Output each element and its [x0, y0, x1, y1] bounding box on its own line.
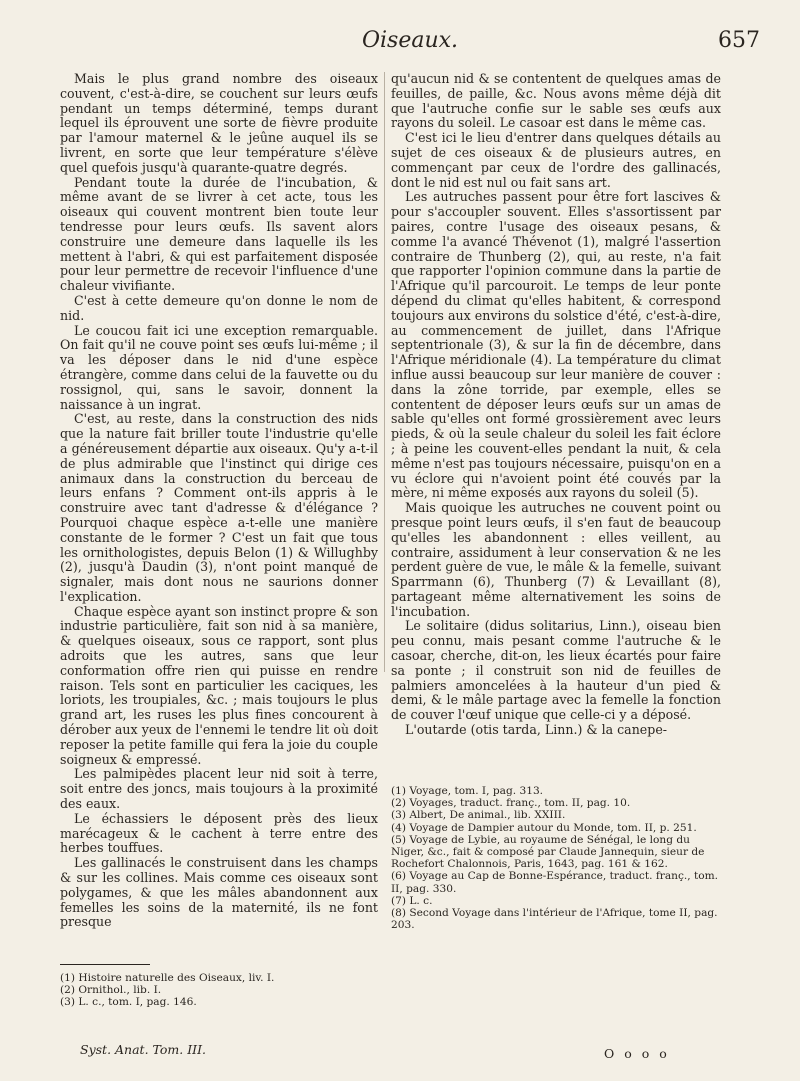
- left-column: [60, 72, 378, 930]
- paragraph: Le coucou fait ici une exception remarquable. On fait qu'il ne couve point ses œufs lui-même ; il va les déposer dans le nid d'une espèce étrangère, comme dans celui de la fauvette ou du rossignol, qui, sans le savoir, donnent la naissance à un ingrat.: [60, 322, 378, 412]
- footnote: (1) Voyage, tom. I, pag. 313.: [391, 785, 544, 797]
- paragraph: C'est à cette demeure qu'on donne le nom de nid.: [60, 292, 378, 323]
- catchword: O o o o: [604, 1046, 670, 1061]
- paragraph: Les gallinacés le construisent dans les champs & sur les collines. Mais comme ces oiseaux sont polygames, & que les mâles abandonnent aux femelles les soins de la maternité, ils ne font presque: [60, 855, 378, 930]
- footnotes-left: [60, 972, 378, 1009]
- paragraph: Mais quoique les autruches ne couvent point ou presque point leurs œufs, il s'en faut de beaucoup qu'elles les abandonnent : elles veillent, au contraire, assidument à leur conservation & ne les perdent guère de vue, le mâle & la femelle, suivant Sparrmann (6), Thunberg (7) & Levaillant (8), partageant même alternativement les soins de l'incubation.: [391, 500, 721, 619]
- paragraph: qu'aucun nid & se contentent de quelques amas de feuilles, de paille, &c. Nous avons même déjà dit que l'autruche confie sur le sable ses œufs aux rayons du soleil. Le casoar est dans le même cas.: [391, 71, 721, 131]
- footnotes-right: [391, 785, 721, 931]
- paragraph: Les autruches passent pour être fort lascives & pour s'accoupler souvent. Elles s'assortissent par paires, contre l'usage des oiseaux pesans, & comme l'a avancé Thévenot (1), malgré l'assertion contraire de Thunberg (2), qui, au reste, n'a fait que rapporter l'opinion commune dans la partie de l'Afrique qu'il parcouroit. Le temps de leur ponte dépend du climat qu'elles habitent, & correspond toujours aux environs du solstice d'été, c'est-à-dire, au commencement de juillet, dans l'Afrique septentrionale (3), & sur la fin de décembre, dans l'Afrique méridionale (4). La température du climat influe aussi beaucoup sur leur manière de couver : dans la zône torride, par exemple, elles se contentent de déposer leurs œufs sur un amas de sable qu'elles ont formé grossièrement avec leurs pieds, & où la seule chaleur du soleil les fait éclore ; à peine les couvent-elles pendant la nuit, & cela même n'est pas toujours nécessaire, puisqu'on en a vu éclore qui n'avoient point été couvés par la mère, ni même exposés aux rayons du soleil (5).: [391, 189, 721, 501]
- footnote: (3) L. c., tom. I, pag. 146.: [60, 996, 197, 1009]
- running-title: Oiseaux.: [361, 28, 459, 53]
- footnote-rule: [60, 964, 150, 965]
- paragraph: Pendant toute la durée de l'incubation, & même avant de se livrer à cet acte, tous les oiseaux qui couvent montrent bien toute leur tendresse pour leurs œufs. Ils savent alors construire une demeure dans laquelle ils les mettent à l'abri, & qui est parfaitement disposée pour leur permettre de recevoir l'influence d'une chaleur vivifiante.: [60, 174, 378, 294]
- footnote: (2) Voyages, traduct. franç., tom. II, pag. 10.: [391, 797, 631, 810]
- footnote: (2) Ornithol., lib. I.: [60, 984, 162, 997]
- footnote: (7) L. c.: [391, 894, 433, 907]
- footnote: (1) Histoire naturelle des Oiseaux, liv. I.: [60, 972, 275, 984]
- footnote: (8) Second Voyage dans l'intérieur de l'Afrique, tome II, pag. 203.: [391, 907, 718, 932]
- footnote: (3) Albert, De animal., lib. XXIII.: [391, 809, 566, 822]
- paragraph: C'est, au reste, dans la construction des nids que la nature fait briller toute l'industrie qu'elle a généreusement départie aux oiseaux. Qu'y a-t-il de plus admirable que l'instinct qui dirige ces animaux dans la construction du berceau de leurs enfans ? Comment ont-ils appris à le construire avec tant d'adresse & d'élégance ? Pourquoi chaque espèce a-t-elle une manière constante de le former ? C'est un fait que tous les ornithologistes, depuis Belon (1) & Willughby (2), jusqu'à Daudin (3), n'ont point manqué de signaler, mais dont nous ne saurions donner l'explication.: [60, 411, 378, 604]
- column-divider: [384, 72, 385, 672]
- paragraph: Mais le plus grand nombre des oiseaux couvent, c'est-à-dire, se couchent sur leurs œufs pendant un temps déterminé, temps durant lequel ils éprouvent une sorte de fièvre produite par l'amour maternel & le jeûne auquel ils se livrent, en sorte que leur température s'élève quel quefois jusqu'à quarante-quatre degrés.: [60, 71, 378, 175]
- paragraph: Les palmipèdes placent leur nid soit à terre, soit entre des joncs, mais toujours à la proximité des eaux.: [60, 766, 378, 812]
- page-number: 657: [718, 28, 760, 53]
- footnote: (6) Voyage au Cap de Bonne-Espérance, traduct. franç., tom. II, pag. 330.: [391, 870, 719, 895]
- footnote: (4) Voyage de Dampier autour du Monde, tom. II, p. 251.: [391, 821, 697, 834]
- paragraph: C'est ici le lieu d'entrer dans quelques détails au sujet de ces oiseaux & de plusieurs autres, en commençant par ceux de l'ordre des gallinacés, dont le nid est nul ou fait sans art.: [391, 130, 721, 190]
- paragraph: Le solitaire (didus solitarius, Linn.), oiseau bien peu connu, mais pesant comme l'autruche & le casoar, cherche, dit-on, les lieux écartés pour faire sa ponte ; il construit son nid de feuilles de palmiers amoncelées à la hauteur d'un pied & demi, & le mâle partage avec la femelle la fonction de couver l'œuf unique que celle-ci y a déposé.: [391, 618, 721, 723]
- right-column: [391, 72, 721, 738]
- running-header: [60, 24, 760, 64]
- signature-mark: Syst. Anat. Tom. III.: [80, 1042, 206, 1057]
- paragraph: L'outarde (otis tarda, Linn.) & la canepe-: [405, 722, 668, 738]
- paragraph: Chaque espèce ayant son instinct propre & son industrie particulière, fait son nid à sa manière, & quelques oiseaux, sous ce rapport, sont plus adroits que les autres, sans que leur conformation offre rien qui puisse en rendre raison. Tels sont en particulier les caciques, les loriots, les troupiales, &c. ; mais toujours le plus grand art, les ruses les plus fines concourent à dérober aux yeux de l'ennemi le tendre lit où doit reposer la petite famille qui fera la joie du couple soigneux & empressé.: [60, 603, 378, 767]
- paragraph: Le échassiers le déposent près des lieux marécageux & le cachent à terre entre des herbes touffues.: [60, 810, 378, 856]
- footnote: (5) Voyage de Lybie, au royaume de Sénégal, le long du Niger, &c., fait & composé par Claude Jannequin, sieur de Rochefort Chalonnois, Paris, 1643, pag. 161 & 162.: [391, 833, 705, 871]
